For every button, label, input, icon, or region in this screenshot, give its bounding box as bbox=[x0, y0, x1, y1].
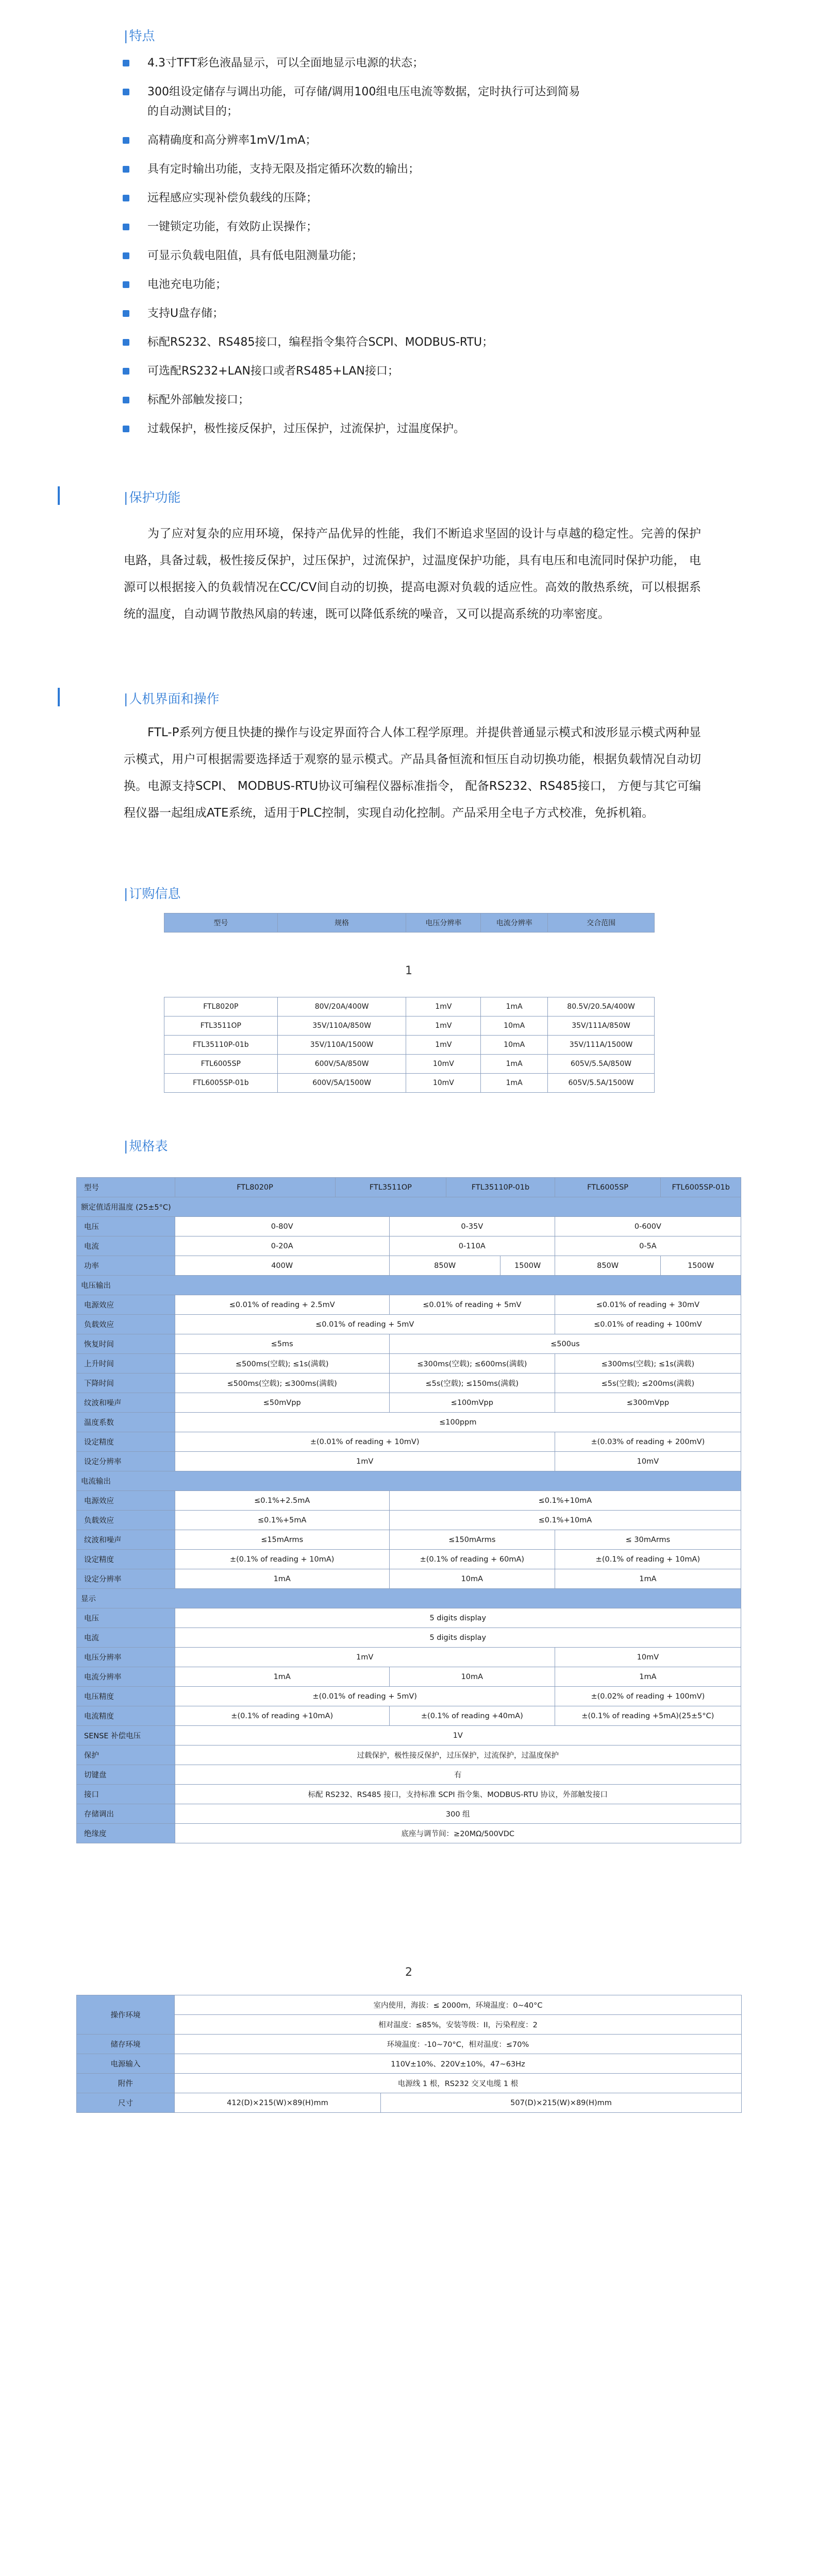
spec-row-label: 电源效应 bbox=[77, 1491, 175, 1511]
spec-cell: ±(0.1% of reading +40mA) bbox=[389, 1706, 555, 1726]
env-row-label: 储存环境 bbox=[77, 2035, 175, 2054]
spec-cell: 标配 RS232、RS485 接口，支持标准 SCPI 指令集、MODBUS-RTU 协议，外部触发接口 bbox=[175, 1785, 741, 1804]
spec-row-label: 电压 bbox=[77, 1608, 175, 1628]
spec-cell: 0-600V bbox=[555, 1217, 741, 1236]
spec-cell: 1mV bbox=[175, 1648, 555, 1667]
spec-cell: 10mV bbox=[555, 1452, 741, 1471]
ordering-cell: 10mV bbox=[406, 1074, 481, 1093]
spec-cell: 10mA bbox=[389, 1569, 555, 1589]
spec-group-label: 额定值适用温度 (25±5°C) bbox=[77, 1197, 741, 1217]
ordering-row bbox=[164, 1016, 655, 1036]
spec-cell: 850W bbox=[389, 1256, 500, 1276]
spec-row-label: 设定精度 bbox=[77, 1432, 175, 1452]
feature-item: 标配外部触发接口； bbox=[123, 391, 587, 410]
spec-cell: ≤5ms bbox=[175, 1334, 389, 1354]
feature-item: 过载保护，极性接反保护，过压保护，过流保护，过温度保护。 bbox=[123, 419, 587, 439]
spec-group-label: 电压输出 bbox=[77, 1276, 741, 1295]
ordering-cell: FTL6005SP bbox=[164, 1055, 278, 1074]
spec-cell: ±(0.1% of reading +5mA)(25±5°C) bbox=[555, 1706, 741, 1726]
spec-cell: ≤300ms(空载); ≤600ms(满载) bbox=[389, 1354, 555, 1374]
feature-item: 300组设定储存与调出功能，可存储/调用100组电压电流等数据，定时执行可达到简易的自动测试目的； bbox=[123, 82, 587, 122]
spec-cell: 1mA bbox=[555, 1569, 741, 1589]
ordering-cell: 600V/5A/850W bbox=[277, 1055, 406, 1074]
spec-row-label: 接口 bbox=[77, 1785, 175, 1804]
spec-header-row bbox=[77, 1178, 741, 1197]
spec-cell: ≤0.01% of reading + 5mV bbox=[175, 1315, 555, 1334]
spec-cell: ±(0.01% of reading + 10mV) bbox=[175, 1432, 555, 1452]
env-cell: 室内使用，海拔：≤ 2000m，环境温度：0~40°C bbox=[175, 1995, 742, 2015]
spec-row-label: 纹波和噪声 bbox=[77, 1530, 175, 1550]
ordering-cell: 1mV bbox=[406, 1016, 481, 1036]
ordering-cell: FTL6005SP-01b bbox=[164, 1074, 278, 1093]
spec-cell: ±(0.1% of reading + 60mA) bbox=[389, 1550, 555, 1569]
spec-cell: ≤0.1%+10mA bbox=[389, 1511, 741, 1530]
spec-cell: 1mV bbox=[175, 1452, 555, 1471]
env-cell: 电源线 1 根，RS232 交叉电缆 1 根 bbox=[175, 2074, 742, 2093]
spec-row-label: 温度系数 bbox=[77, 1413, 175, 1432]
spec-cell: ≤50mVpp bbox=[175, 1393, 389, 1413]
spec-cell: ≤0.01% of reading + 100mV bbox=[555, 1315, 741, 1334]
ordering-cell: 10mA bbox=[481, 1036, 548, 1055]
spec-row-label: 功率 bbox=[77, 1256, 175, 1276]
spec-cell: ≤500ms(空载); ≤300ms(满载) bbox=[175, 1374, 389, 1393]
spec-row-label: 设定分辨率 bbox=[77, 1569, 175, 1589]
spec-cell: ≤0.1%+5mA bbox=[175, 1511, 389, 1530]
ordering-cell: 35V/110A/1500W bbox=[277, 1036, 406, 1055]
spec-row-label: 设定分辨率 bbox=[77, 1452, 175, 1471]
spec-cell: ±(0.03% of reading + 200mV) bbox=[555, 1432, 741, 1452]
env-cell: 110V±10%、220V±10%，47~63Hz bbox=[175, 2054, 742, 2074]
spec-cell: 5 digits display bbox=[175, 1628, 741, 1648]
spec-cell: ≤0.01% of reading + 2.5mV bbox=[175, 1295, 389, 1315]
ordering-cell: 10mA bbox=[481, 1016, 548, 1036]
spec-cell: ≤500ms(空载); ≤1s(满载) bbox=[175, 1354, 389, 1374]
spec-row-label: 纹波和噪声 bbox=[77, 1393, 175, 1413]
ordering-cell: 605V/5.5A/1500W bbox=[548, 1074, 655, 1093]
protection-title: |保护功能 bbox=[124, 490, 181, 505]
spec-cell: 0-35V bbox=[389, 1217, 555, 1236]
spec-cell: 1mA bbox=[175, 1569, 389, 1589]
feature-item: 可显示负载电阻值，具有低电阻测量功能； bbox=[123, 246, 587, 266]
features-list bbox=[123, 54, 587, 448]
ordering-cell: 1mV bbox=[406, 997, 481, 1016]
ordering-cell: 80V/20A/400W bbox=[277, 997, 406, 1016]
spec-row-label: 电压 bbox=[77, 1217, 175, 1236]
spec-header-cell: FTL35110P-01b bbox=[446, 1178, 555, 1197]
spec-cell: ±(0.1% of reading +10mA) bbox=[175, 1706, 389, 1726]
spec-cell: ≤0.01% of reading + 30mV bbox=[555, 1295, 741, 1315]
ordering-cell: 1mA bbox=[481, 997, 548, 1016]
spec-header-cell: FTL6005SP bbox=[555, 1178, 661, 1197]
spec-row-label: 电流精度 bbox=[77, 1706, 175, 1726]
hmi-paragraph: FTL-P系列方便且快捷的操作与设定界面符合人体工程学原理。并提供普通显示模式和波形显示模式两种显示模式，用户可根据需要选择适于观察的显示模式。产品具备恒流和恒压自动切换功能，根据负载情况自动切换。电源支持SCPI、 MODBUS-RTU协议可编程仪器标准指令， 配备RS232、RS485接口， 方便与其它可编程仪器一起组成ATE系统，适用于PLC控制，实现自动化控制。产品采用全电子方式校准，免拆机箱。 bbox=[124, 726, 701, 820]
ordering-cell: 600V/5A/1500W bbox=[277, 1074, 406, 1093]
ordering-header-cell: 电压分辨率 bbox=[406, 913, 481, 933]
env-cell: 412(D)×215(W)×89(H)mm bbox=[175, 2093, 381, 2113]
env-row-label: 电源输入 bbox=[77, 2054, 175, 2074]
spec-row-label: SENSE 补偿电压 bbox=[77, 1726, 175, 1745]
env-row-label: 尺寸 bbox=[77, 2093, 175, 2113]
ordering-title: |订购信息 bbox=[124, 886, 181, 901]
spec-header-cell: 型号 bbox=[77, 1178, 175, 1197]
spec-cell: ≤5s(空载); ≤200ms(满载) bbox=[555, 1374, 741, 1393]
ordering-cell: 1mA bbox=[481, 1055, 548, 1074]
spec-cell: 1500W bbox=[500, 1256, 555, 1276]
ordering-cell: 1mV bbox=[406, 1036, 481, 1055]
spec-cell: 850W bbox=[555, 1256, 661, 1276]
feature-item: 远程感应实现补偿负载线的压降； bbox=[123, 189, 587, 208]
spec-cell: 0-80V bbox=[175, 1217, 389, 1236]
ordering-header-cell: 交合范围 bbox=[548, 913, 655, 933]
spec-cell: 0-110A bbox=[389, 1236, 555, 1256]
ordering-cell: FTL3511OP bbox=[164, 1016, 278, 1036]
features-title: |特点 bbox=[124, 28, 155, 43]
ordering-header-cell: 电流分辨率 bbox=[481, 913, 548, 933]
spec-cell: 400W bbox=[175, 1256, 389, 1276]
spec-row-label: 绝缘度 bbox=[77, 1824, 175, 1843]
spec-cell: 300 组 bbox=[175, 1804, 741, 1824]
spec-row-label: 电源效应 bbox=[77, 1295, 175, 1315]
spec-table bbox=[76, 1177, 741, 1843]
spec-row-label: 下降时间 bbox=[77, 1374, 175, 1393]
spec-cell: ≤500us bbox=[389, 1334, 741, 1354]
env-cell: 环境温度：-10~70°C，相对温度：≤70% bbox=[175, 2035, 742, 2054]
ordering-table bbox=[164, 997, 655, 1093]
spec-cell: ≤5s(空载); ≤150ms(满载) bbox=[389, 1374, 555, 1393]
feature-item: 可选配RS232+LAN接口或者RS485+LAN接口； bbox=[123, 362, 587, 381]
spec-cell: ≤300ms(空载); ≤1s(满载) bbox=[555, 1354, 741, 1374]
spec-cell: ≤15mArms bbox=[175, 1530, 389, 1550]
spec-row-label: 上升时间 bbox=[77, 1354, 175, 1374]
ordering-header-table bbox=[164, 913, 655, 933]
spec-cell: ≤150mArms bbox=[389, 1530, 555, 1550]
spec-row-label: 负载效应 bbox=[77, 1511, 175, 1530]
ordering-header-cell: 规格 bbox=[277, 913, 406, 933]
spec-header-cell: FTL3511OP bbox=[335, 1178, 446, 1197]
spec-cell: ±(0.01% of reading + 5mV) bbox=[175, 1687, 555, 1706]
spec-row-label: 电压精度 bbox=[77, 1687, 175, 1706]
spec-cell: 1mA bbox=[555, 1667, 741, 1687]
feature-item: 具有定时输出功能，支持无限及指定循环次数的输出； bbox=[123, 160, 587, 179]
ordering-cell: 605V/5.5A/850W bbox=[548, 1055, 655, 1074]
spec-cell: ≤ 30mArms bbox=[555, 1530, 741, 1550]
spec-cell: 1mA bbox=[175, 1667, 389, 1687]
ordering-cell: 35V/111A/850W bbox=[548, 1016, 655, 1036]
hmi-title: |人机界面和操作 bbox=[124, 691, 220, 706]
spec-cell: 有 bbox=[175, 1765, 741, 1785]
feature-item: 高精确度和高分辨率1mV/1mA； bbox=[123, 131, 587, 150]
spec-cell: ±(0.02% of reading + 100mV) bbox=[555, 1687, 741, 1706]
spec-cell: 10mV bbox=[555, 1648, 741, 1667]
spec-row-label: 电流分辨率 bbox=[77, 1667, 175, 1687]
spec-cell: ≤100mVpp bbox=[389, 1393, 555, 1413]
page-number: 1 bbox=[405, 964, 412, 977]
spec-cell: 10mA bbox=[389, 1667, 555, 1687]
ordering-cell: 35V/111A/1500W bbox=[548, 1036, 655, 1055]
spec-row-label: 负载效应 bbox=[77, 1315, 175, 1334]
spec-row-label: 电流 bbox=[77, 1628, 175, 1648]
spec-cell: ≤0.1%+2.5mA bbox=[175, 1491, 389, 1511]
ordering-cell: FTL8020P bbox=[164, 997, 278, 1016]
ordering-row bbox=[164, 1074, 655, 1093]
spec-cell: ≤300mVpp bbox=[555, 1393, 741, 1413]
spec-row-label: 设定精度 bbox=[77, 1550, 175, 1569]
spec-row-label: 恢复时间 bbox=[77, 1334, 175, 1354]
spec-group-label: 显示 bbox=[77, 1589, 741, 1608]
ordering-row bbox=[164, 997, 655, 1016]
feature-item: 4.3寸TFT彩色液晶显示，可以全面地显示电源的状态； bbox=[123, 54, 587, 73]
spec-title: |规格表 bbox=[124, 1139, 168, 1154]
ordering-cell: FTL35110P-01b bbox=[164, 1036, 278, 1055]
spec-cell: ±(0.1% of reading + 10mA) bbox=[175, 1550, 389, 1569]
env-row-label: 操作环境 bbox=[77, 1995, 175, 2035]
spec-row-label: 保护 bbox=[77, 1745, 175, 1765]
ordering-cell: 1mA bbox=[481, 1074, 548, 1093]
ordering-header-cell: 型号 bbox=[164, 913, 278, 933]
ordering-cell: 10mV bbox=[406, 1055, 481, 1074]
spec-cell: 1500W bbox=[661, 1256, 741, 1276]
env-cell: 507(D)×215(W)×89(H)mm bbox=[381, 2093, 742, 2113]
spec-header-cell: FTL6005SP-01b bbox=[661, 1178, 741, 1197]
spec-cell: ±(0.1% of reading + 10mA) bbox=[555, 1550, 741, 1569]
section-marker bbox=[58, 486, 60, 505]
spec-header-cell: FTL8020P bbox=[175, 1178, 335, 1197]
ordering-row bbox=[164, 1036, 655, 1055]
spec-cell: ≤0.01% of reading + 5mV bbox=[389, 1295, 555, 1315]
ordering-cell: 35V/110A/850W bbox=[277, 1016, 406, 1036]
spec-cell: 过载保护，极性接反保护，过压保护，过流保护，过温度保护 bbox=[175, 1745, 741, 1765]
spec-row-label: 存储调出 bbox=[77, 1804, 175, 1824]
spec-cell: 底座与调节间：≥20MΩ/500VDC bbox=[175, 1824, 741, 1843]
spec-row-label: 切键盘 bbox=[77, 1765, 175, 1785]
feature-item: 标配RS232、RS485接口，编程指令集符合SCPI、MODBUS-RTU； bbox=[123, 333, 587, 352]
spec-cell: 0-20A bbox=[175, 1236, 389, 1256]
page-number: 2 bbox=[405, 1966, 412, 1979]
spec-cell: 5 digits display bbox=[175, 1608, 741, 1628]
environment-table bbox=[76, 1995, 742, 2113]
spec-cell: ≤100ppm bbox=[175, 1413, 741, 1432]
spec-group-label: 电流输出 bbox=[77, 1471, 741, 1491]
ordering-row bbox=[164, 1055, 655, 1074]
protection-paragraph: 为了应对复杂的应用环境，保持产品优异的性能，我们不断追求坚固的设计与卓越的稳定性。完善的保护电路，具备过载，极性接反保护，过压保护，过流保护，过温度保护功能，具有电压和电流同时保护功能， 电源可以根据接入的负载情况在CC/CV间自动的切换，提高电源对负载的适应性。高效的散热系统，可以根据系统的温度，自动调节散热风扇的转速，既可以降低系统的噪音，又可以提高系统的功率密度。 bbox=[124, 527, 701, 621]
feature-item: 电池充电功能； bbox=[123, 275, 587, 295]
spec-row-label: 电压分辨率 bbox=[77, 1648, 175, 1667]
spec-cell: 1V bbox=[175, 1726, 741, 1745]
feature-item: 支持U盘存储； bbox=[123, 304, 587, 324]
env-cell: 相对温度：≤85%，安装等级：II，污染程度：2 bbox=[175, 2015, 742, 2035]
feature-item: 一键锁定功能，有效防止误操作； bbox=[123, 217, 587, 237]
ordering-cell: 80.5V/20.5A/400W bbox=[548, 997, 655, 1016]
env-row-label: 附件 bbox=[77, 2074, 175, 2093]
spec-cell: 0-5A bbox=[555, 1236, 741, 1256]
spec-cell: ≤0.1%+10mA bbox=[389, 1491, 741, 1511]
section-marker bbox=[58, 688, 60, 706]
spec-row-label: 电流 bbox=[77, 1236, 175, 1256]
